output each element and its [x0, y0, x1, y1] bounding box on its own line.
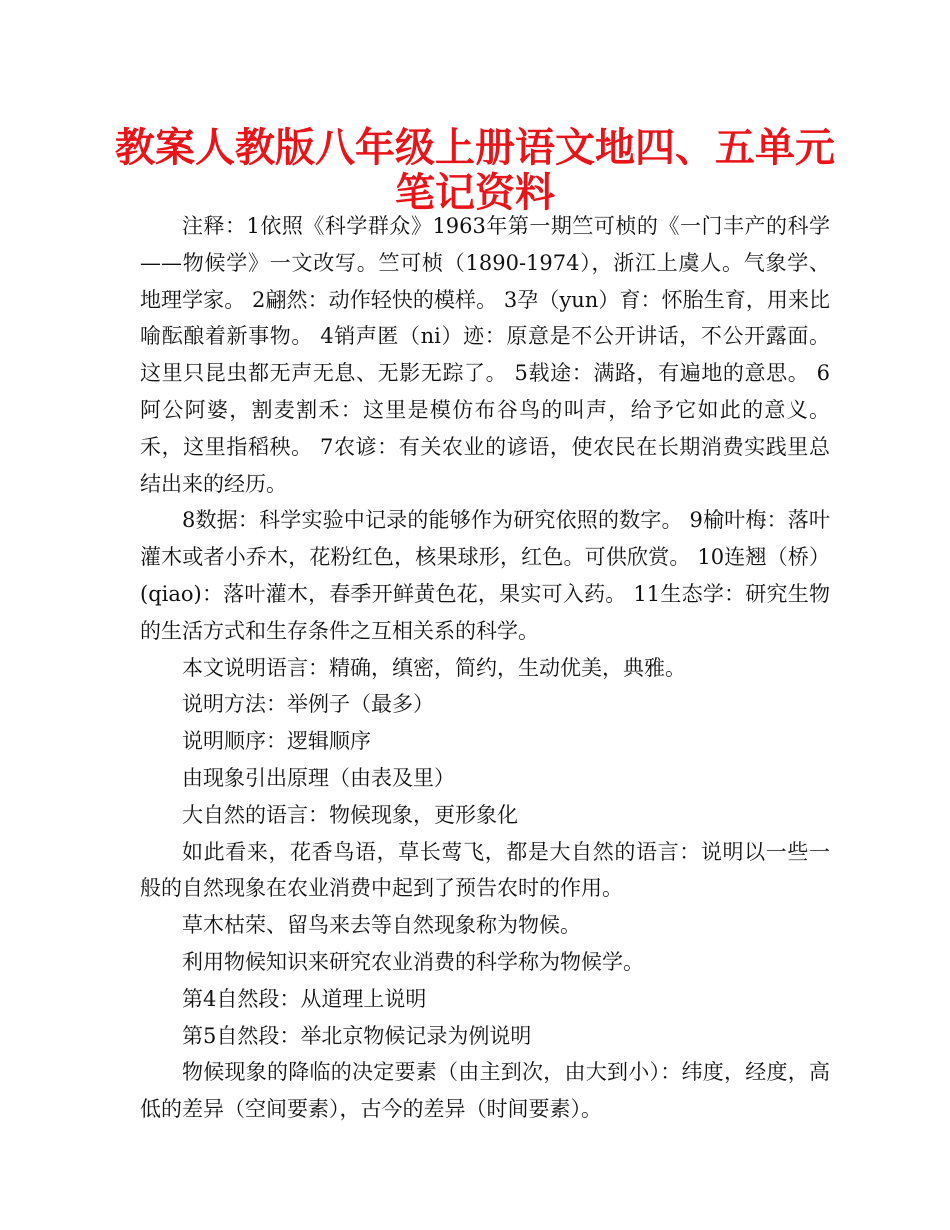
document-body — [140, 208, 830, 1128]
paragraph-section-4: 第4自然段：从道理上说明 — [182, 986, 427, 1011]
paragraph-order: 说明顺序：逻辑顺序 — [182, 729, 371, 754]
paragraph-language: 本文说明语言：精确，缜密，简约，生动优美，典雅。 — [182, 655, 686, 680]
paragraph-principle: 由现象引出原理（由表及里） — [182, 765, 455, 790]
document-title-line-2: 笔记资料 — [395, 170, 555, 216]
document-title-line-1: 教案人教版八年级上册语文地四、五单元 — [115, 125, 835, 171]
paragraph-section-5: 第5自然段：举北京物候记录为例说明 — [182, 1023, 532, 1048]
paragraph-definition-phenology-science: 利用物候知识来研究农业消费的科学称为物候学。 — [182, 949, 644, 974]
paragraph-annotations-continued: 8数据：科学实验中记录的能够作为研究依照的数字。 9榆叶梅：落叶灌木或者小乔木，花粉红色，核果球形，红色。可供欣赏。 10连翘（桥）(qiao)：落叶灌木，春季开鲜黄色花，果实可入药。 11生态学：研究生物的生活方式和生存条件之互相关系的科学。 — [140, 508, 830, 643]
paragraph-example: 如此看来，花香鸟语，草长莺飞，都是大自然的语言：说明以一些一般的自然现象在农业消费中起到了预告农时的作用。 — [140, 839, 830, 901]
paragraph-definition-phenology: 草木枯荣、留鸟来去等自然现象称为物候。 — [182, 913, 581, 938]
paragraph-annotations: 注释：1依照《科学群众》1963年第一期竺可桢的《一门丰产的科学——物候学》一文改写。竺可桢（1890-1974），浙江上虞人。气象学、地理学家。 2翩然：动作轻快的模样。 3孕（yun）育：怀胎生育，用来比喻酝酿着新事物。 4销声匿（ni）迹：原意是不公开讲话，不公开露面。这里只昆虫都无声无息、无影无踪了。 5载途：满路，有遍地的意思。 6阿公阿婆，割麦割禾：这里是模仿布谷鸟的叫声，给予它如此的意义。禾，这里指稻秧。 7农谚：有关农业的谚语，使农民在长期消费实践里总结出来的经历。 — [140, 214, 830, 496]
paragraph-nature-language: 大自然的语言：物候现象，更形象化 — [182, 802, 518, 827]
paragraph-method: 说明方法：举例子（最多） — [182, 692, 434, 717]
paragraph-factors: 物候现象的降临的决定要素（由主到次，由大到小）：纬度，经度，高低的差异（空间要素），古今的差异（时间要素）。 — [140, 1060, 830, 1122]
